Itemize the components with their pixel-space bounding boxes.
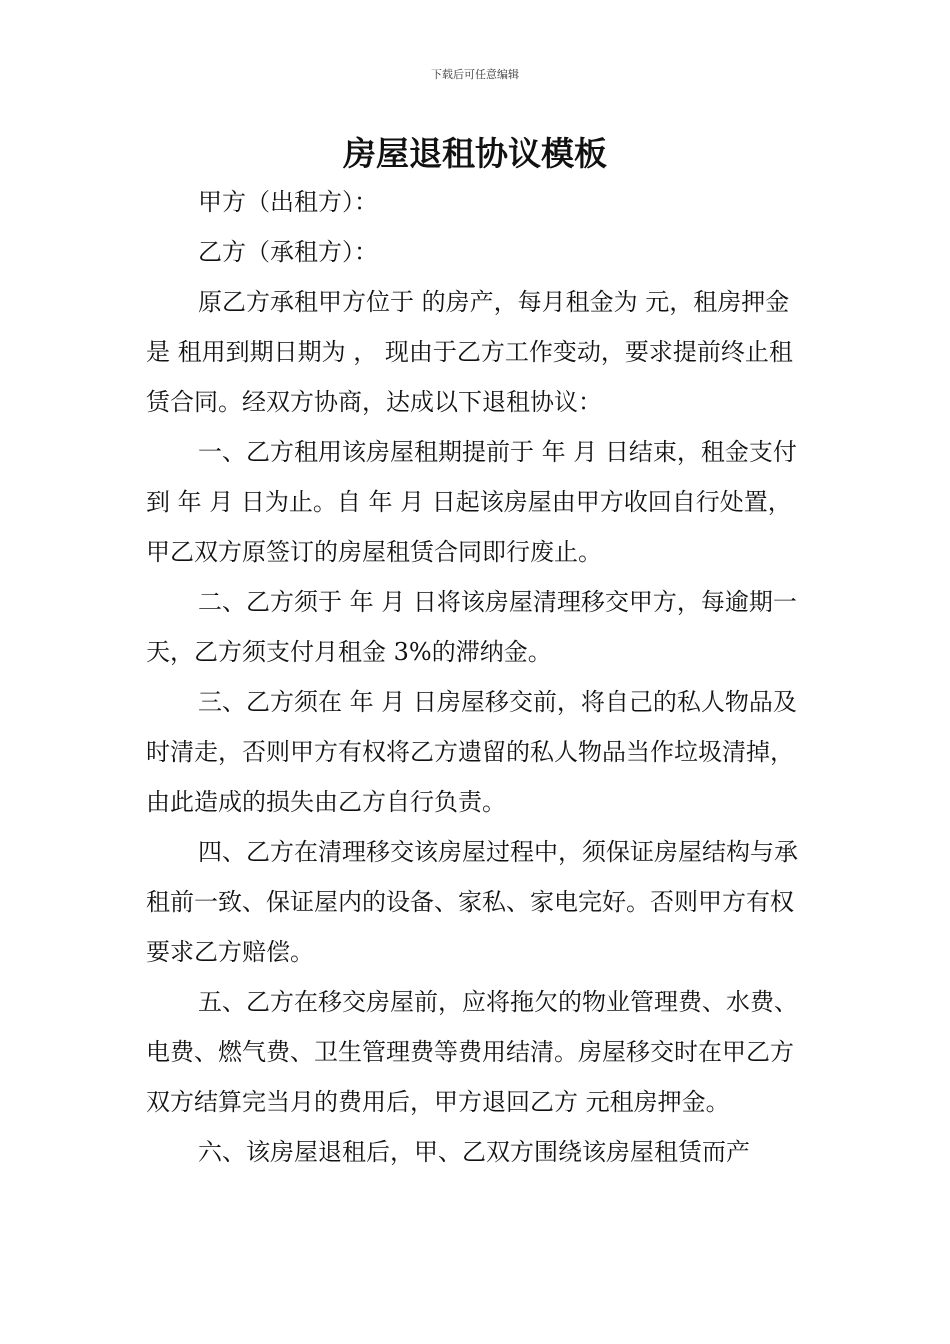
party-b-line: 乙方（承租方）： xyxy=(198,238,378,266)
document-body xyxy=(146,177,810,1177)
clause-1: 一、乙方租用该房屋租期提前于 年 月 日结束，租金支付到 年 月 日为止。自 年 月 日起该房屋由甲方收回自行处置，甲乙双方原签订的房屋租赁合同即行废止。 xyxy=(146,438,797,566)
clause-4: 四、乙方在清理移交该房屋过程中，须保证房屋结构与承租前一致、保证屋内的设备、家私、家电完好。否则甲方有权要求乙方赔偿。 xyxy=(146,838,798,966)
document-title: 房屋退租协议模板 xyxy=(343,134,607,173)
header-note: 下载后可任意编辑 xyxy=(431,68,519,81)
clause-6: 六、该房屋退租后，甲、乙双方围绕该房屋租赁而产 xyxy=(198,1138,750,1166)
intro-paragraph: 原乙方承租甲方位于 的房产，每月租金为 元，租房押金是 租用到期日期为 ， 现由于乙方工作变动，要求提前终止租赁合同。经双方协商，达成以下退租协议： xyxy=(146,288,793,416)
clause-5: 五、乙方在移交房屋前，应将拖欠的物业管理费、水费、电费、燃气费、卫生管理费等费用结清。房屋移交时在甲乙方双方结算完当月的费用后，甲方退回乙方 元租房押金。 xyxy=(146,988,798,1116)
party-a-line: 甲方（出租方）： xyxy=(198,188,378,216)
clause-3: 三、乙方须在 年 月 日房屋移交前，将自己的私人物品及时清走，否则甲方有权将乙方遗留的私人物品当作垃圾清掉，由此造成的损失由乙方自行负责。 xyxy=(146,688,797,816)
clause-2: 二、乙方须于 年 月 日将该房屋清理移交甲方，每逾期一天，乙方须支付月租金 3%的滞纳金。 xyxy=(146,588,797,666)
